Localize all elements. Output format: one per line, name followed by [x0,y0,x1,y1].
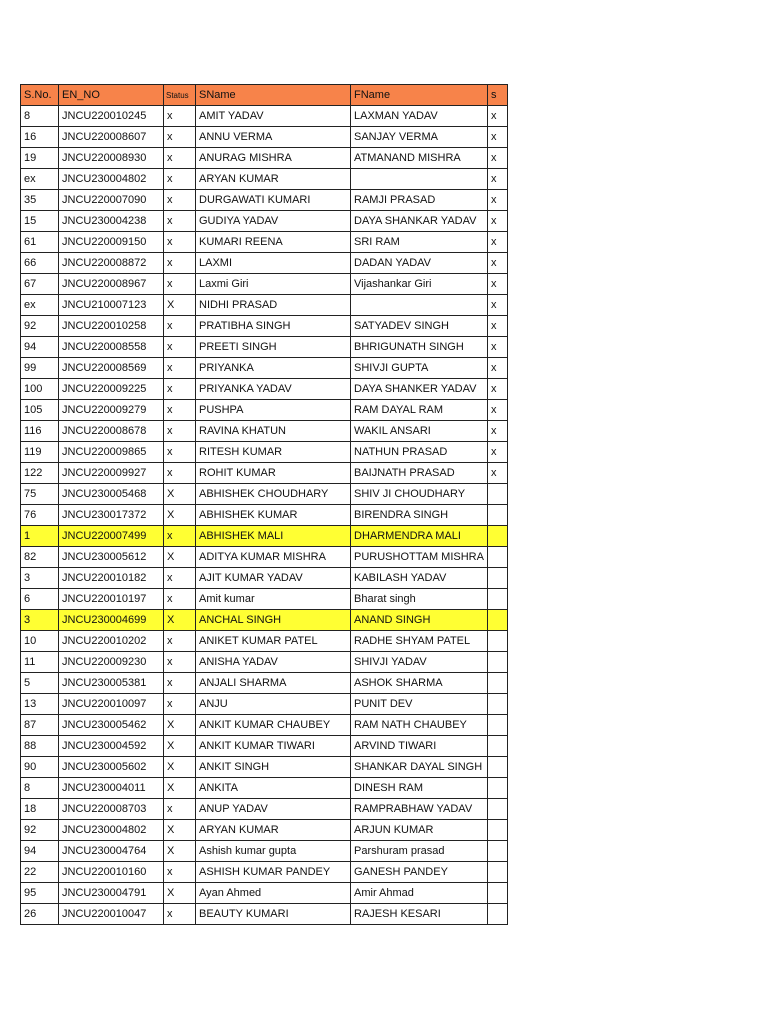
cell-fname: SHANKAR DAYAL SINGH [351,757,488,778]
cell-en-no: JNCU220008967 [59,274,164,295]
cell-s: x [487,106,507,127]
cell-status: x [164,631,196,652]
cell-sname: AMIT YADAV [196,106,351,127]
cell-status: x [164,694,196,715]
cell-sname: ANKIT SINGH [196,757,351,778]
cell-sno: ex [21,169,59,190]
cell-en-no: JNCU230004011 [59,778,164,799]
cell-s: x [487,316,507,337]
cell-sno: 67 [21,274,59,295]
cell-en-no: JNCU220010047 [59,904,164,925]
cell-sno: 16 [21,127,59,148]
cell-en-no: JNCU220010197 [59,589,164,610]
cell-sno: 87 [21,715,59,736]
table-row [21,106,508,127]
table-row [21,295,508,316]
cell-fname: PURUSHOTTAM MISHRA [351,547,488,568]
table-row [21,736,508,757]
cell-sno: 92 [21,820,59,841]
cell-status: x [164,463,196,484]
cell-s: x [487,337,507,358]
cell-sno: 22 [21,862,59,883]
cell-en-no: JNCU230005381 [59,673,164,694]
cell-sname: ABHISHEK MALI [196,526,351,547]
cell-status: x [164,148,196,169]
cell-sno: 18 [21,799,59,820]
cell-sname: ABHISHEK KUMAR [196,505,351,526]
cell-status: x [164,904,196,925]
cell-sname: ARYAN KUMAR [196,169,351,190]
cell-fname: BHRIGUNATH SINGH [351,337,488,358]
cell-s: x [487,421,507,442]
cell-en-no: JNCU220008872 [59,253,164,274]
cell-en-no: JNCU220009927 [59,463,164,484]
table-row [21,631,508,652]
cell-s: x [487,127,507,148]
cell-en-no: JNCU220008930 [59,148,164,169]
cell-fname: RAM DAYAL RAM [351,400,488,421]
cell-sno: 61 [21,232,59,253]
table-row [21,589,508,610]
cell-s: x [487,463,507,484]
cell-fname: BAIJNATH PRASAD [351,463,488,484]
cell-s: x [487,274,507,295]
cell-fname: RAJESH KESARI [351,904,488,925]
table-row [21,127,508,148]
cell-sname: ANISHA YADAV [196,652,351,673]
cell-status: x [164,358,196,379]
cell-status: x [164,652,196,673]
cell-en-no: JNCU220007499 [59,526,164,547]
cell-s [487,799,507,820]
cell-status: x [164,190,196,211]
cell-status: X [164,778,196,799]
cell-fname: Parshuram prasad [351,841,488,862]
cell-sno: 13 [21,694,59,715]
cell-fname: Amir Ahmad [351,883,488,904]
cell-s: x [487,295,507,316]
cell-sno: 99 [21,358,59,379]
cell-sno: 3 [21,610,59,631]
cell-fname: Vijashankar Giri [351,274,488,295]
cell-status: x [164,400,196,421]
cell-sno: 5 [21,673,59,694]
table-row [21,442,508,463]
cell-sname: ANNU VERMA [196,127,351,148]
cell-sname: Ayan Ahmed [196,883,351,904]
table-row [21,190,508,211]
cell-sname: AJIT KUMAR YADAV [196,568,351,589]
cell-en-no: JNCU230004699 [59,610,164,631]
cell-en-no: JNCU230017372 [59,505,164,526]
cell-sname: ROHIT KUMAR [196,463,351,484]
cell-status: x [164,127,196,148]
cell-sname: RITESH KUMAR [196,442,351,463]
cell-sname: BEAUTY KUMARI [196,904,351,925]
cell-sname: ARYAN KUMAR [196,820,351,841]
cell-sname: PRATIBHA SINGH [196,316,351,337]
header-sno: S.No. [21,85,59,106]
cell-sname: ANJU [196,694,351,715]
cell-fname: NATHUN PRASAD [351,442,488,463]
table-row [21,421,508,442]
cell-sno: 26 [21,904,59,925]
cell-sname: RAVINA KHATUN [196,421,351,442]
cell-s [487,568,507,589]
cell-s [487,904,507,925]
cell-s [487,820,507,841]
table-row [21,253,508,274]
cell-fname: DADAN YADAV [351,253,488,274]
table-row [21,148,508,169]
cell-status: x [164,568,196,589]
cell-sno: 19 [21,148,59,169]
cell-s [487,505,507,526]
cell-en-no: JNCU230005602 [59,757,164,778]
cell-sname: GUDIYA YADAV [196,211,351,232]
cell-sno: 6 [21,589,59,610]
table-row [21,484,508,505]
cell-fname: SATYADEV SINGH [351,316,488,337]
table-row [21,463,508,484]
cell-en-no: JNCU220008558 [59,337,164,358]
cell-fname: RAMPRABHAW YADAV [351,799,488,820]
cell-en-no: JNCU220008607 [59,127,164,148]
cell-status: x [164,379,196,400]
cell-fname: DHARMENDRA MALI [351,526,488,547]
cell-sno: 94 [21,841,59,862]
table-row [21,673,508,694]
table-row [21,841,508,862]
table-row [21,568,508,589]
cell-sno: 8 [21,106,59,127]
cell-status: x [164,862,196,883]
cell-s: x [487,442,507,463]
cell-sno: 8 [21,778,59,799]
cell-sno: 105 [21,400,59,421]
table-row [21,358,508,379]
cell-sno: 15 [21,211,59,232]
cell-fname: DINESH RAM [351,778,488,799]
cell-s: x [487,253,507,274]
cell-sno: 11 [21,652,59,673]
header-status: Status [164,85,196,106]
cell-fname [351,295,488,316]
cell-status: x [164,589,196,610]
cell-en-no: JNCU230005468 [59,484,164,505]
cell-sname: PRIYANKA [196,358,351,379]
cell-en-no: JNCU220008703 [59,799,164,820]
cell-s: x [487,211,507,232]
cell-fname: ARJUN KUMAR [351,820,488,841]
cell-sname: ANJALI SHARMA [196,673,351,694]
cell-en-no: JNCU220010258 [59,316,164,337]
cell-fname: SANJAY VERMA [351,127,488,148]
cell-fname: RADHE SHYAM PATEL [351,631,488,652]
cell-s: x [487,232,507,253]
cell-fname: BIRENDRA SINGH [351,505,488,526]
cell-status: X [164,610,196,631]
cell-en-no: JNCU230004791 [59,883,164,904]
cell-sname: ANURAG MISHRA [196,148,351,169]
cell-fname: LAXMAN YADAV [351,106,488,127]
cell-sno: 100 [21,379,59,400]
header-s: s [487,85,507,106]
cell-sname: ADITYA KUMAR MISHRA [196,547,351,568]
cell-s [487,610,507,631]
cell-s [487,715,507,736]
table-row [21,232,508,253]
student-table [20,84,508,925]
cell-sname: ANKITA [196,778,351,799]
cell-s: x [487,148,507,169]
cell-s [487,526,507,547]
cell-status: x [164,526,196,547]
cell-sname: PREETI SINGH [196,337,351,358]
table-row [21,400,508,421]
cell-fname: GANESH PANDEY [351,862,488,883]
cell-fname: PUNIT DEV [351,694,488,715]
cell-en-no: JNCU210007123 [59,295,164,316]
cell-s [487,484,507,505]
cell-sno: 94 [21,337,59,358]
cell-sno: ex [21,295,59,316]
cell-sname: PUSHPA [196,400,351,421]
cell-sname: ANUP YADAV [196,799,351,820]
cell-fname: RAMJI PRASAD [351,190,488,211]
cell-status: x [164,106,196,127]
cell-s [487,862,507,883]
cell-sno: 10 [21,631,59,652]
cell-status: X [164,547,196,568]
cell-en-no: JNCU230005462 [59,715,164,736]
cell-status: x [164,253,196,274]
cell-en-no: JNCU220010182 [59,568,164,589]
cell-sno: 35 [21,190,59,211]
cell-s [487,694,507,715]
cell-en-no: JNCU220009150 [59,232,164,253]
table-row [21,757,508,778]
cell-fname: SHIVJI GUPTA [351,358,488,379]
header-row [21,85,508,106]
cell-sname: LAXMI [196,253,351,274]
cell-en-no: JNCU220010160 [59,862,164,883]
cell-sno: 90 [21,757,59,778]
cell-en-no: JNCU220008569 [59,358,164,379]
cell-en-no: JNCU220009230 [59,652,164,673]
cell-sno: 75 [21,484,59,505]
table-row [21,799,508,820]
cell-status: x [164,274,196,295]
cell-sname: PRIYANKA YADAV [196,379,351,400]
table-row [21,505,508,526]
cell-en-no: JNCU230005612 [59,547,164,568]
cell-s [487,589,507,610]
cell-s: x [487,400,507,421]
table-row [21,211,508,232]
table-row [21,652,508,673]
cell-fname: ANAND SINGH [351,610,488,631]
table-row [21,526,508,547]
cell-sname: Ashish kumar gupta [196,841,351,862]
cell-status: X [164,484,196,505]
cell-sname: ANKIT KUMAR TIWARI [196,736,351,757]
cell-en-no: JNCU230004238 [59,211,164,232]
cell-en-no: JNCU220009279 [59,400,164,421]
header-fname: FName [351,85,488,106]
cell-fname: ATMANAND MISHRA [351,148,488,169]
cell-status: x [164,316,196,337]
table-row [21,316,508,337]
table-row [21,547,508,568]
cell-status: X [164,883,196,904]
cell-sname: ABHISHEK CHOUDHARY [196,484,351,505]
cell-sno: 92 [21,316,59,337]
cell-s [487,652,507,673]
table-row [21,715,508,736]
cell-sno: 116 [21,421,59,442]
cell-sname: Laxmi Giri [196,274,351,295]
cell-fname: ASHOK SHARMA [351,673,488,694]
cell-status: X [164,736,196,757]
cell-sno: 76 [21,505,59,526]
cell-fname: RAM NATH CHAUBEY [351,715,488,736]
cell-fname: Bharat singh [351,589,488,610]
cell-sno: 122 [21,463,59,484]
cell-fname: ARVIND TIWARI [351,736,488,757]
cell-fname: DAYA SHANKAR YADAV [351,211,488,232]
cell-s [487,883,507,904]
cell-status: X [164,757,196,778]
cell-fname: DAYA SHANKER YADAV [351,379,488,400]
cell-sname: NIDHI PRASAD [196,295,351,316]
cell-status: X [164,841,196,862]
cell-fname: SHIV JI CHOUDHARY [351,484,488,505]
table-row [21,778,508,799]
cell-sname: ANIKET KUMAR PATEL [196,631,351,652]
table-row [21,274,508,295]
cell-sno: 3 [21,568,59,589]
header-en-no: EN_NO [59,85,164,106]
cell-sno: 95 [21,883,59,904]
cell-status: X [164,820,196,841]
cell-status: x [164,799,196,820]
table-row [21,883,508,904]
cell-fname: KABILASH YADAV [351,568,488,589]
table-row [21,610,508,631]
table-row [21,337,508,358]
cell-sname: ANKIT KUMAR CHAUBEY [196,715,351,736]
cell-s [487,778,507,799]
cell-en-no: JNCU220010202 [59,631,164,652]
cell-s: x [487,169,507,190]
cell-s: x [487,358,507,379]
cell-s [487,673,507,694]
table-row [21,820,508,841]
cell-s: x [487,190,507,211]
cell-en-no: JNCU220009865 [59,442,164,463]
cell-status: X [164,505,196,526]
cell-status: x [164,211,196,232]
cell-en-no: JNCU230004592 [59,736,164,757]
cell-sname: Amit kumar [196,589,351,610]
cell-fname: SRI RAM [351,232,488,253]
cell-en-no: JNCU220010245 [59,106,164,127]
cell-en-no: JNCU220009225 [59,379,164,400]
table-row [21,694,508,715]
cell-status: x [164,673,196,694]
cell-s: x [487,379,507,400]
cell-s [487,841,507,862]
cell-status: x [164,442,196,463]
table-row [21,379,508,400]
cell-sno: 88 [21,736,59,757]
cell-en-no: JNCU230004802 [59,820,164,841]
cell-status: x [164,232,196,253]
cell-en-no: JNCU220008678 [59,421,164,442]
cell-en-no: JNCU230004802 [59,169,164,190]
cell-fname: SHIVJI YADAV [351,652,488,673]
cell-status: x [164,169,196,190]
cell-sname: ASHISH KUMAR PANDEY [196,862,351,883]
cell-sname: ANCHAL SINGH [196,610,351,631]
cell-en-no: JNCU230004764 [59,841,164,862]
cell-fname [351,169,488,190]
cell-en-no: JNCU220010097 [59,694,164,715]
cell-status: x [164,421,196,442]
cell-en-no: JNCU220007090 [59,190,164,211]
cell-s [487,736,507,757]
cell-sno: 66 [21,253,59,274]
cell-s [487,547,507,568]
cell-fname: WAKIL ANSARI [351,421,488,442]
cell-s [487,757,507,778]
cell-sname: KUMARI REENA [196,232,351,253]
table-row [21,169,508,190]
cell-sno: 119 [21,442,59,463]
header-sname: SName [196,85,351,106]
cell-status: x [164,337,196,358]
cell-sname: DURGAWATI KUMARI [196,190,351,211]
cell-sno: 82 [21,547,59,568]
table-row [21,862,508,883]
cell-sno: 1 [21,526,59,547]
cell-status: X [164,295,196,316]
table-row [21,904,508,925]
cell-status: X [164,715,196,736]
cell-s [487,631,507,652]
